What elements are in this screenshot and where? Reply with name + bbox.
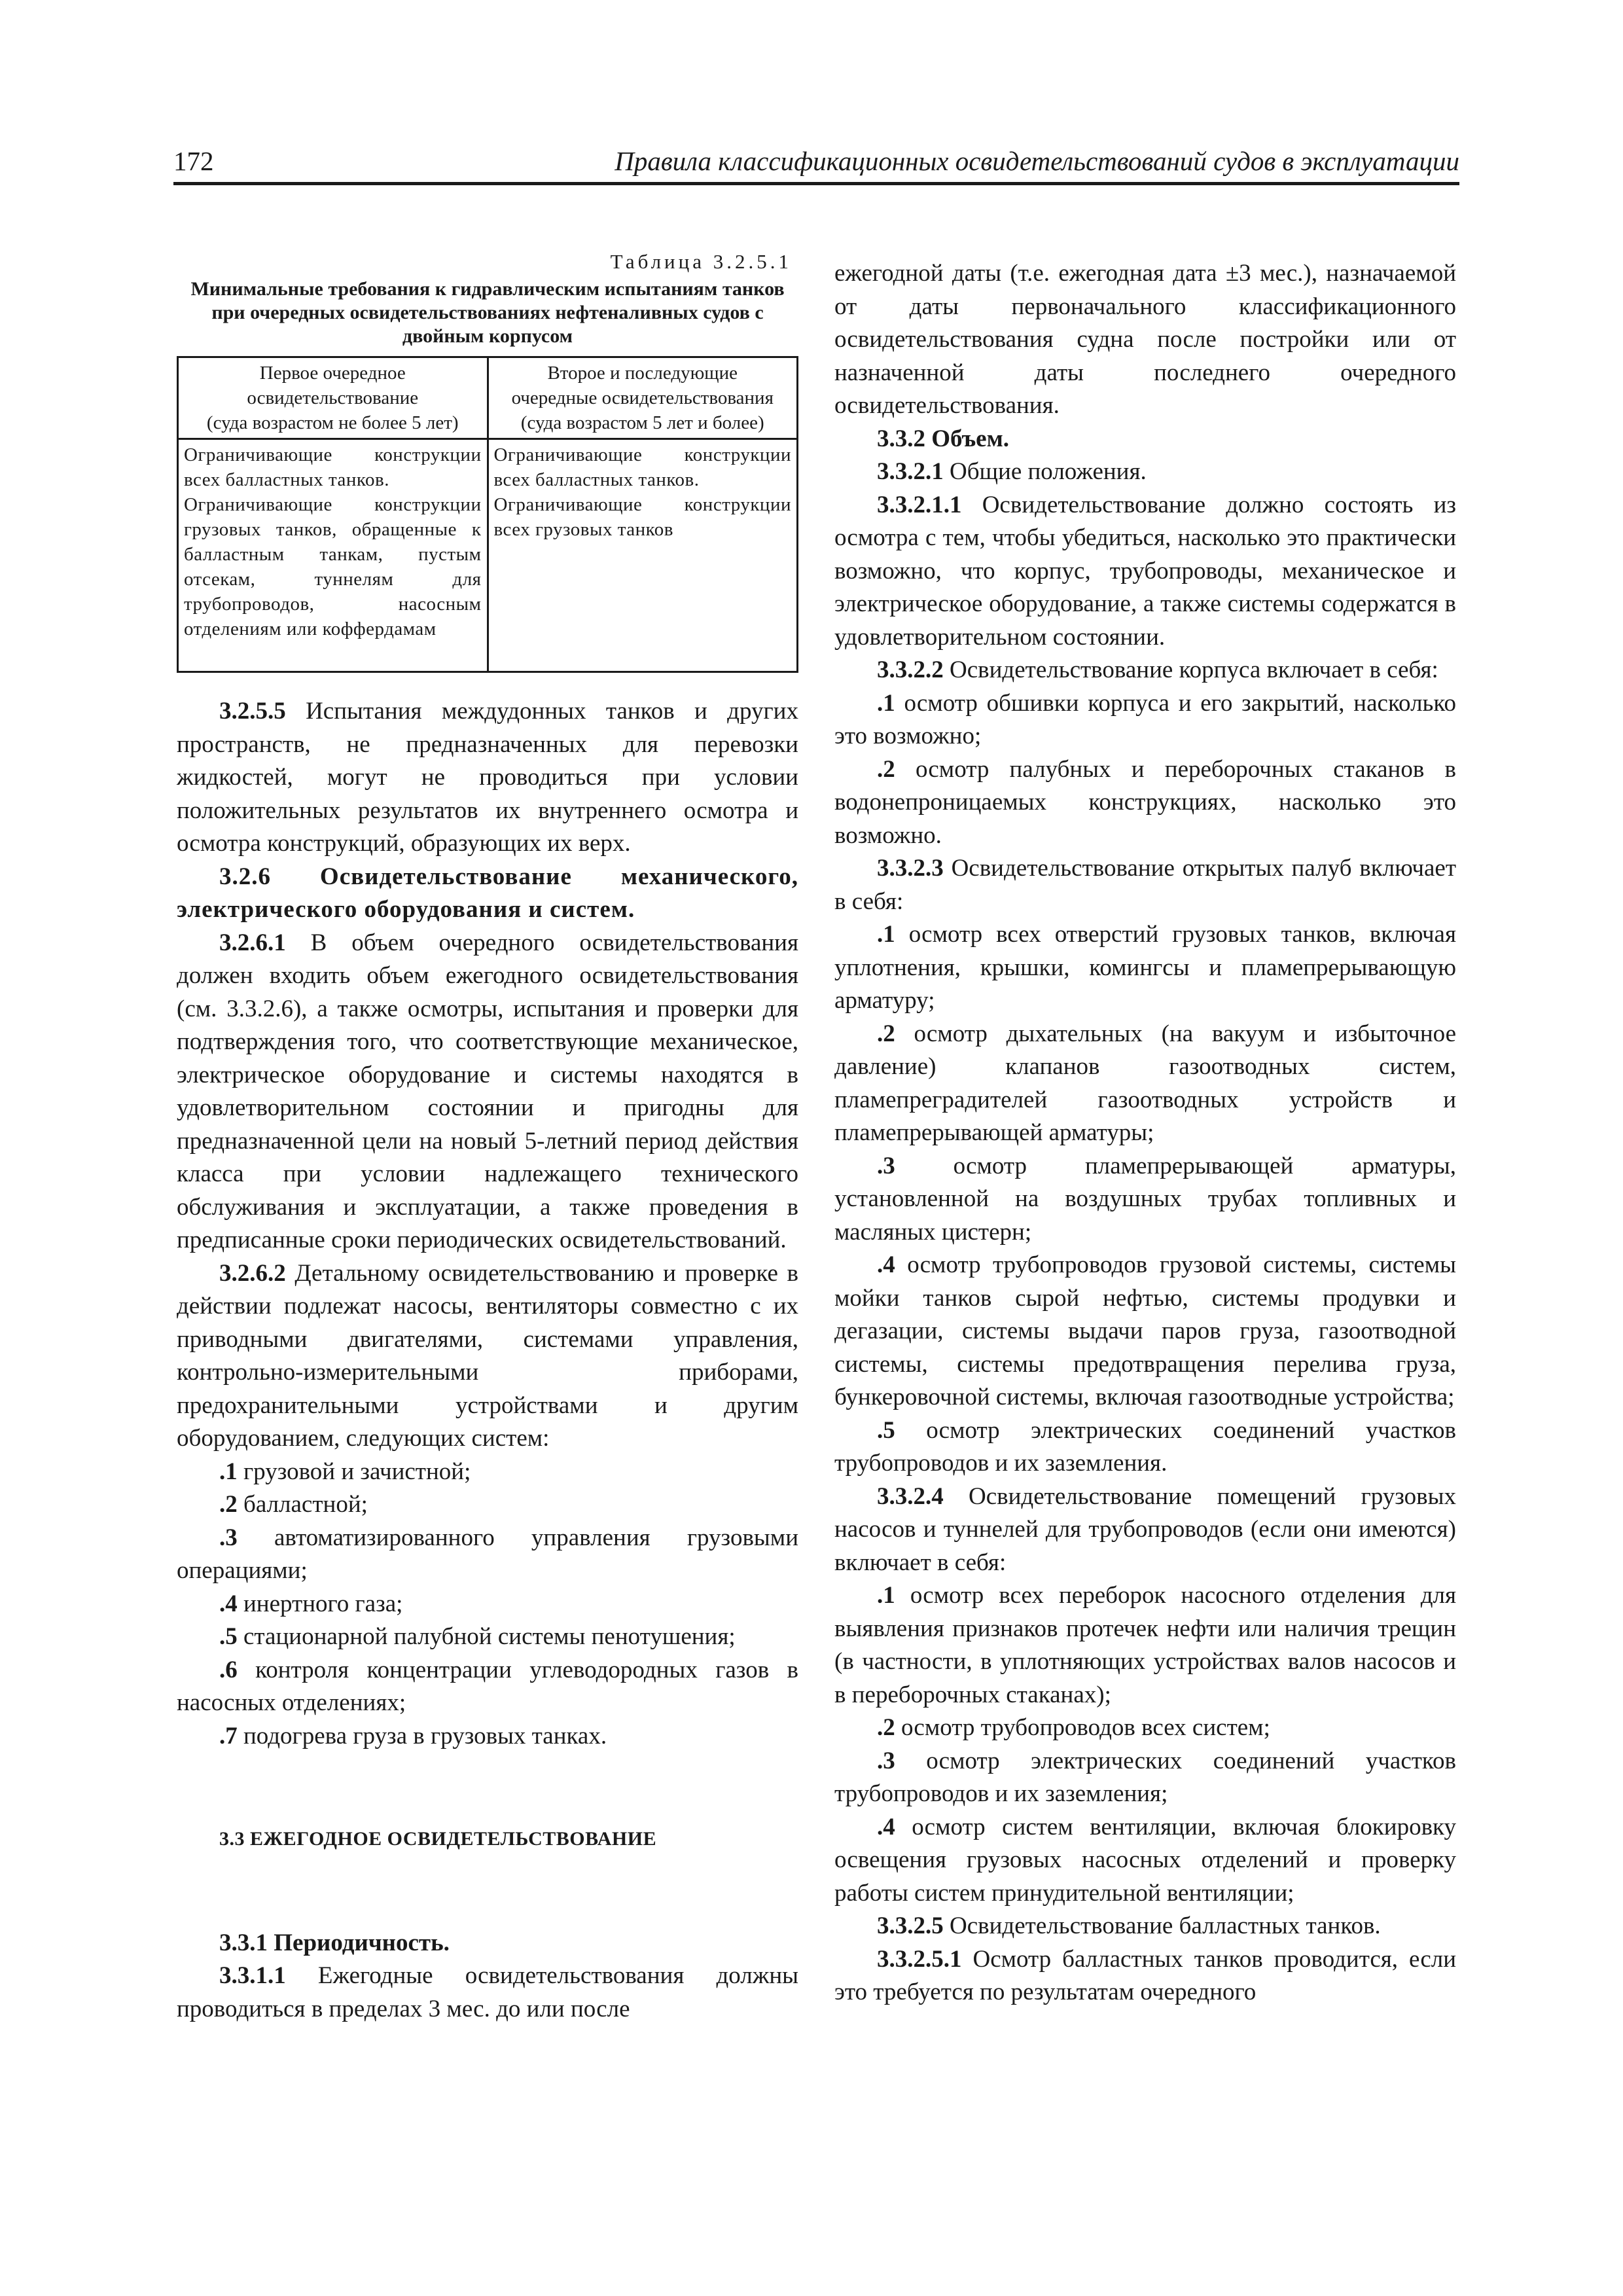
running-title: Правила классификационных освидетельствований судов в эксплуатации (615, 146, 1459, 176)
item-number: .3 (219, 1524, 238, 1551)
header-line: Второе и последующие (547, 363, 738, 384)
table-header-row (178, 357, 798, 439)
requirements-table (177, 356, 798, 673)
list-item (834, 753, 1456, 853)
table-cell-1 (178, 439, 488, 672)
paragraph-3-3-2-5 (834, 1910, 1456, 1943)
list-item (834, 1745, 1456, 1811)
paragraph-3-2-5-5 (177, 695, 798, 861)
item-text: балластной; (243, 1491, 368, 1518)
clause-number: 3.3.2.1 (877, 458, 944, 485)
clause-number: 3.3.2.1.1 (877, 491, 962, 518)
clause-number: 3.3.2.4 (877, 1482, 944, 1510)
item-text: осмотр электрических соединений участков трубопроводов и их заземления. (834, 1416, 1456, 1477)
cell-text: Ограничивающие конструкции всех грузовых танков (493, 494, 791, 540)
item-number: .2 (219, 1491, 238, 1518)
item-number: .1 (877, 689, 895, 717)
paragraph-3-2-6-1 (177, 927, 798, 1257)
clause-number: 3.3.2.3 (877, 855, 944, 882)
header-line: (суда возрастом 5 лет и более) (520, 412, 764, 433)
left-column (177, 249, 798, 2026)
clause-number: 3.3.2.5 (877, 1912, 944, 1939)
item-text: осмотр трубопроводов всех систем; (901, 1714, 1270, 1741)
paragraph-text: Детальному освидетельствованию и проверке в действии подлежат насосы, вентиляторы совместно с их приводными двигателями, системами управления, контрольно-измерительными приборами, предохранительными устройствами и другим оборудованием, следующих систем: (177, 1259, 798, 1452)
header-line: Первое очередное (259, 363, 406, 384)
cell-text: Ограничивающие конструкции всех балластных танков. (493, 444, 791, 490)
heading-3-3-2: 3.3.2 Объем. (877, 425, 1010, 452)
clause-number: 3.3.2.2 (877, 656, 944, 683)
cell-text: Ограничивающие конструкции всех балластных танков. (184, 444, 482, 490)
item-text: стационарной палубной системы пенотушения; (243, 1623, 736, 1650)
paragraph-3-3-1-1 (177, 1960, 798, 2026)
header-line: (суда возрастом не более 5 лет) (206, 412, 459, 433)
paragraph-text: Испытания междудонных танков и других пространств, не предназначенных для перевозки жидкостей, могут не проводиться при условии положительных результатов их внутреннего осмотра и осмотра конструкций, образующих их верх. (177, 698, 798, 857)
item-number: .4 (219, 1590, 238, 1617)
section-title-3-3: 3.3 ЕЖЕГОДНОЕ ОСВИДЕТЕЛЬСТВОВАНИЕ (219, 1828, 657, 1850)
paragraph-3-3-2-3 (834, 852, 1456, 918)
header-line: освидетельствование (247, 387, 419, 408)
item-text: инертного газа; (243, 1590, 403, 1617)
item-text: осмотр дыхательных (на вакуум и избыточное давление) клапанов газоотводных систем, пламепреградителей газоотводных устройств и пламепрерывающей арматуры; (834, 1020, 1456, 1146)
item-text: осмотр пламепрерывающей арматуры, установленной на воздушных трубах топливных и масляных цистерн; (834, 1152, 1456, 1246)
paragraph-3-3-2-2 (834, 654, 1456, 687)
item-number: .1 (877, 1582, 895, 1609)
heading-3-2-6: 3.2.6 Освидетельствование механического, электрического оборудования и систем. (177, 863, 798, 923)
paragraph-text: Освидетельствование должно состоять из осмотра с тем, чтобы убедиться, насколько это практически возможно, что корпус, трубопроводы, механическое и электрическое оборудование, а также системы содержатся в удовлетворительном состоянии. (834, 491, 1457, 651)
page-header (173, 143, 1459, 185)
list-item (834, 1579, 1456, 1712)
clause-number: 3.2.5.5 (219, 698, 286, 725)
list-item (177, 1720, 798, 1753)
paragraph-text: Освидетельствование открытых палуб включает в себя: (834, 855, 1456, 915)
paragraph-3-3-2-1 (834, 456, 1456, 489)
paragraph-text: Освидетельствование корпуса включает в себя: (950, 656, 1438, 683)
item-number: .4 (877, 1251, 895, 1278)
paragraph-text: Общие положения. (950, 458, 1147, 485)
item-text: осмотр систем вентиляции, включая блокировку освещения грузовых насосных отделений и проверку работы систем принудительной вентиляции; (834, 1813, 1457, 1907)
item-text: автоматизированного управления грузовыми операциями; (177, 1524, 798, 1584)
heading-3-3-1: 3.3.1 Периодичность. (219, 1929, 450, 1956)
paragraph-3-3-2-5-1 (834, 1943, 1456, 2009)
list-item (177, 1588, 798, 1621)
right-column (834, 257, 1456, 2009)
list-item (834, 1414, 1456, 1480)
clause-number: 3.2.6.2 (219, 1259, 286, 1287)
item-text: осмотр электрических соединений участков трубопроводов и их заземления; (834, 1747, 1456, 1807)
item-number: .2 (877, 1020, 895, 1047)
list-item (834, 1018, 1456, 1150)
clause-number: 3.3.1.1 (219, 1962, 286, 1989)
list-item (177, 1488, 798, 1522)
list-item (177, 1654, 798, 1720)
list-item (834, 1811, 1456, 1910)
list-item (834, 1249, 1456, 1414)
list-item (834, 1150, 1456, 1249)
paragraph-3-2-6-2 (177, 1257, 798, 1456)
item-text: подогрева груза в грузовых танках. (243, 1722, 607, 1749)
item-text: осмотр палубных и переборочных стаканов в водонепроницаемых конструкциях, насколько это возможно. (834, 755, 1456, 849)
table-caption: Минимальные требования к гидравлическим испытаниям танков при очередных освидетельствованиях нефтеналивных судов с двойным корпусом (190, 278, 785, 347)
paragraph-text: Осмотр балластных танков проводится, если это требуется по результатам очередного (834, 1945, 1457, 2005)
list-item (177, 1522, 798, 1588)
list-item (177, 1621, 798, 1654)
clause-number: 3.2.6.1 (219, 929, 286, 956)
item-text: осмотр всех переборок насосного отделения для выявления признаков протечек нефти или наличия трещин (в частности, в уплотняющих устройствах валов насосов и в переборочных стаканах); (834, 1582, 1456, 1708)
item-number: .4 (877, 1813, 895, 1840)
item-number: .1 (219, 1458, 238, 1485)
table-row (178, 439, 798, 672)
table-header-cell-1 (178, 357, 488, 439)
list-item (177, 1456, 798, 1489)
item-text: осмотр всех отверстий грузовых танков, включая уплотнения, крышки, комингсы и пламепрерывающую арматуру; (834, 921, 1456, 1014)
item-text: контроля концентрации углеводородных газов в насосных отделениях; (177, 1656, 798, 1716)
paragraph-text: Ежегодные освидетельствования должны проводиться в пределах 3 мес. до или после (177, 1962, 798, 2022)
list-item (834, 918, 1456, 1018)
paragraph-text: Освидетельствование балластных танков. (950, 1912, 1381, 1939)
paragraph-text: В объем очередного освидетельствования должен входить объем ежегодного освидетельствования (см. 3.3.2.6), а также осмотры, испытания и проверки для подтверждения того, что соответствующие механическое, электрическое оборудование и системы находятся в удовлетворительном состоянии и пригодны для предназначенной цели на новый 5-летний период действия класса при условии надлежащего технического обслуживания и эксплуатации, а также проведения в предписанные сроки периодических освидетельствований. (177, 929, 798, 1253)
table-header-cell-2 (488, 357, 798, 439)
list-item (834, 1712, 1456, 1745)
item-text: грузовой и зачистной; (243, 1458, 471, 1485)
list-item (834, 687, 1456, 753)
page-number: 172 (173, 146, 214, 176)
item-number: .1 (877, 921, 895, 948)
item-number: .5 (219, 1623, 238, 1650)
item-number: .2 (877, 1714, 895, 1741)
item-number: .3 (877, 1152, 895, 1179)
item-number: .2 (877, 755, 895, 783)
table-label: Таблица 3.2.5.1 (610, 250, 792, 273)
paragraph-3-3-2-4 (834, 1480, 1456, 1580)
paragraph-continuation: ежегодной даты (т.е. ежегодная дата ±3 мес.), назначаемой от даты первоначального классификационного освидетельствования судна после постройки или от назначенной даты последнего очередного освидетельствования. (834, 260, 1456, 419)
item-number: .6 (219, 1656, 238, 1683)
item-text: осмотр обшивки корпуса и его закрытий, насколько это возможно; (834, 689, 1456, 749)
clause-number: 3.3.2.5.1 (877, 1945, 962, 1973)
header-line: очередные освидетельствования (511, 387, 774, 408)
cell-text: Ограничивающие конструкции грузовых танков, обращенные к балластным танкам, пустым отсекам, туннелям для трубопроводов, насосным отделениям или коффердамам (184, 494, 482, 639)
table-cell-2 (488, 439, 798, 672)
paragraph-3-3-2-1-1 (834, 489, 1456, 655)
item-number: .7 (219, 1722, 238, 1749)
item-text: осмотр трубопроводов грузовой системы, системы мойки танков сырой нефтью, системы продувки и дегазации, системы выдачи паров груза, газоотводной системы, системы предотвращения перелива груза, бункеровочной системы, включая газоотводные устройства; (834, 1251, 1456, 1410)
paragraph-text: Освидетельствование помещений грузовых насосов и туннелей для трубопроводов (если они имеются) включает в себя: (834, 1482, 1456, 1576)
item-number: .3 (877, 1747, 895, 1774)
item-number: .5 (877, 1416, 895, 1444)
